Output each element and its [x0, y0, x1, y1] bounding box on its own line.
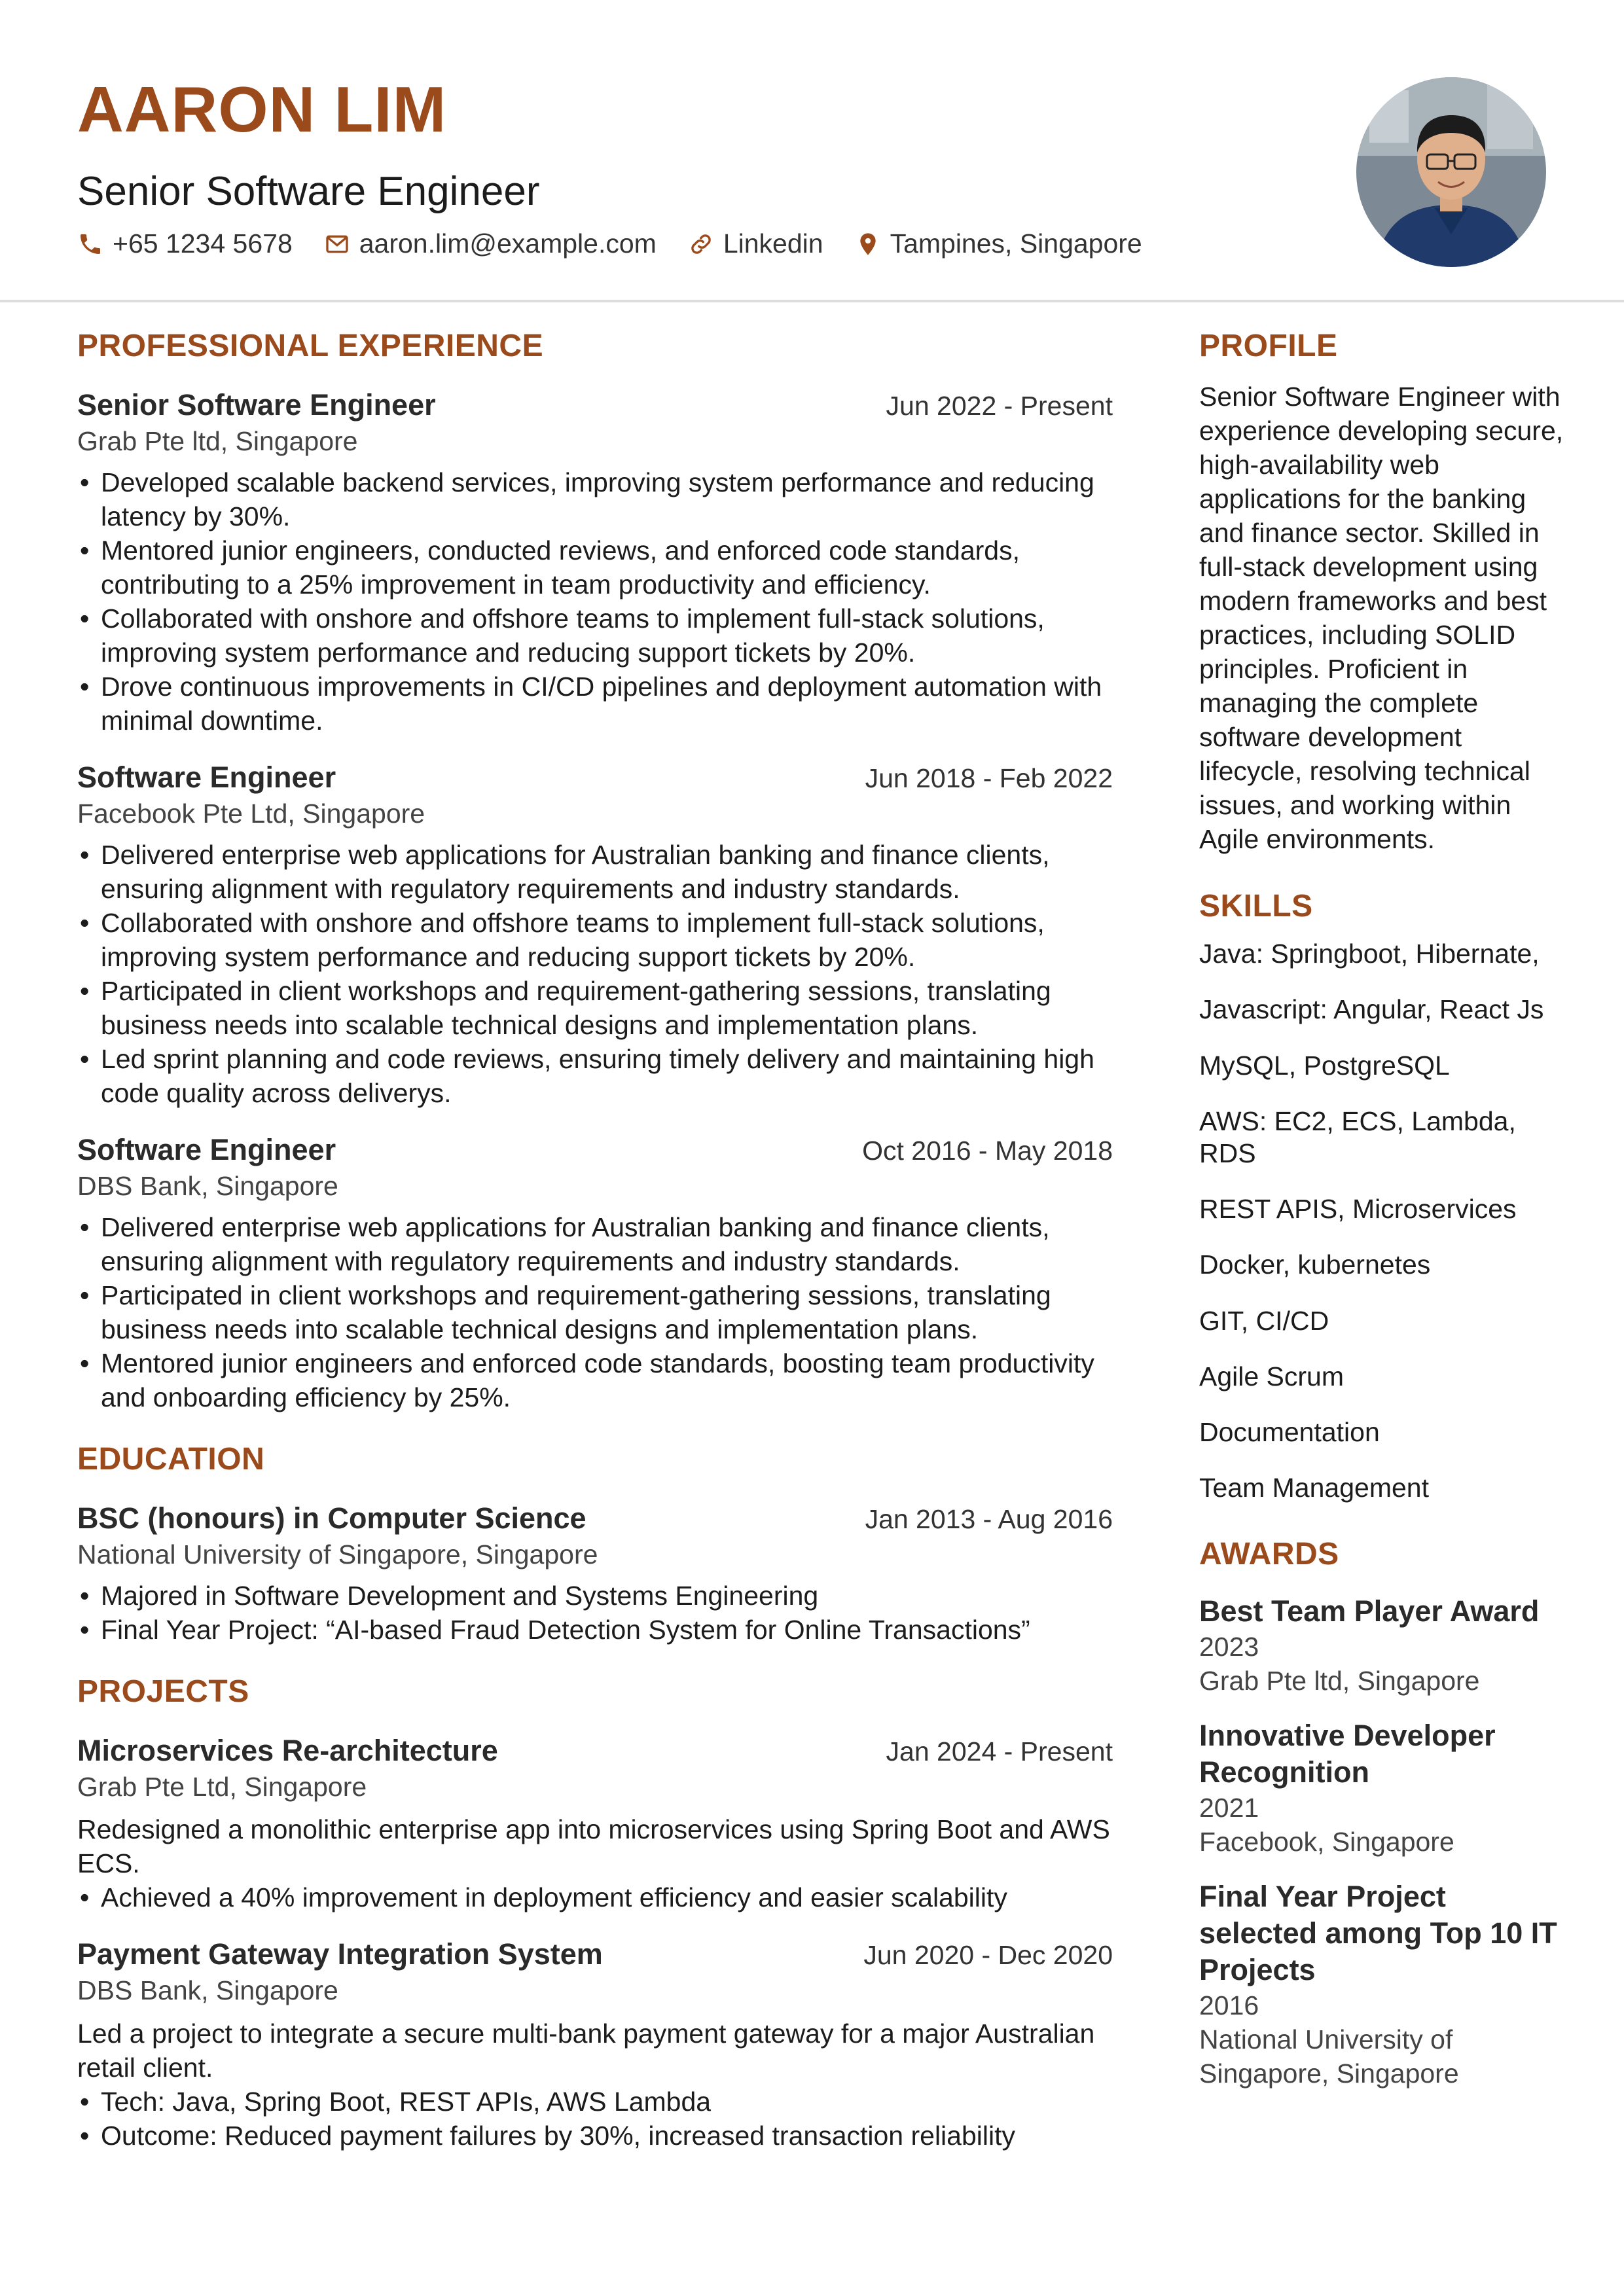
profile-photo [1356, 77, 1546, 267]
job-entry [77, 387, 1118, 738]
contact-bar [77, 230, 1174, 257]
education-section [77, 1441, 1118, 1647]
award-year: 2021 [1199, 1792, 1259, 1823]
job-role: Software Engineer [77, 1133, 336, 1167]
education-date: Jan 2013 - Aug 2016 [865, 1504, 1113, 1535]
contact-location [855, 230, 1142, 257]
projects-heading: PROJECTS [77, 1674, 249, 1710]
skills-list [1199, 938, 1566, 1504]
bullet-item: • Achieved a 40% improvement in deployment efficiency and easier scalability [77, 1880, 1118, 1914]
bullet-item: • Delivered enterprise web applications for Australian banking and finance clients, ensuring alignment with regulatory requirements and industry standards. [77, 838, 1118, 906]
bullet-item: • Collaborated with onshore and offshore teams to implement full-stack solutions, improving system performance and reducing support tickets by 20%. [77, 906, 1118, 974]
award-entry [1199, 1593, 1566, 1698]
location-pin-icon [855, 231, 881, 257]
award-title: Best Team Player Award [1199, 1594, 1540, 1628]
education-heading: EDUCATION [77, 1442, 265, 1477]
main-column [77, 327, 1118, 2153]
bullet-item: • Tech: Java, Spring Boot, REST APIs, AWS Lambda [77, 2085, 1118, 2119]
bullet-item: • Final Year Project: “AI-based Fraud Detection System for Online Transactions” [77, 1613, 1118, 1647]
skill-item: Team Management [1199, 1473, 1429, 1503]
profile-section [1199, 327, 1566, 856]
bullet-item: • Delivered enterprise web applications for Australian banking and finance clients, ensuring alignment with regulatory requirements and industry standards. [77, 1210, 1118, 1278]
awards-section [1199, 1535, 1566, 2090]
skill-item: Javascript: Angular, React Js [1199, 994, 1544, 1025]
skill-item: Docker, kubernetes [1199, 1249, 1431, 1280]
link-icon [688, 231, 714, 257]
project-entry [77, 1733, 1118, 1914]
award-org: National University of Singapore, Singapore [1199, 2024, 1459, 2089]
location-text: Tampines, Singapore [890, 228, 1142, 259]
award-entry [1199, 1717, 1566, 1859]
project-description: Led a project to integrate a secure multi-bank payment gateway for a major Australian retail client. [77, 2018, 1095, 2083]
bullet-item: • Collaborated with onshore and offshore teams to implement full-stack solutions, improving system performance and reducing support tickets by 20%. [77, 601, 1118, 670]
project-date: Jun 2020 - Dec 2020 [863, 1940, 1113, 1971]
bullet-item: • Majored in Software Development and Systems Engineering [77, 1579, 1118, 1613]
bullet-item: • Mentored junior engineers, conducted reviews, and enforced code standards, contributing to a 25% improvement in team productivity and efficiency. [77, 533, 1118, 601]
linkedin-text: Linkedin [723, 228, 823, 259]
header-divider [0, 300, 1624, 302]
job-date: Oct 2016 - May 2018 [862, 1136, 1113, 1166]
experience-section [77, 327, 1118, 1414]
contact-linkedin[interactable] [688, 230, 823, 257]
institution: National University of Singapore, Singapore [77, 1539, 598, 1570]
bullet-item: • Developed scalable backend services, improving system performance and reducing latency by 30%. [77, 465, 1118, 533]
phone-text: +65 1234 5678 [113, 228, 293, 259]
award-org: Facebook, Singapore [1199, 1826, 1454, 1857]
contact-phone[interactable] [77, 230, 293, 257]
project-date: Jan 2024 - Present [886, 1736, 1113, 1767]
project-name: Microservices Re-architecture [77, 1733, 498, 1767]
project-description: Redesigned a monolithic enterprise app into microservices using Spring Boot and AWS ECS. [77, 1814, 1110, 1879]
mail-icon [324, 231, 350, 257]
award-year: 2016 [1199, 1990, 1259, 2020]
degree-title: BSC (honours) in Computer Science [77, 1501, 586, 1535]
skill-item: REST APIS, Microservices [1199, 1194, 1517, 1225]
job-company: DBS Bank, Singapore [77, 1171, 338, 1202]
bullet-item: • Led sprint planning and code reviews, ensuring timely delivery and maintaining high code quality across deliverys. [77, 1042, 1118, 1110]
job-role: Software Engineer [77, 760, 336, 794]
experience-heading: PROFESSIONAL EXPERIENCE [77, 329, 544, 363]
contact-email[interactable] [324, 230, 657, 257]
job-role: Senior Software Engineer [77, 387, 436, 422]
skill-item: MySQL, PostgreSQL [1199, 1050, 1450, 1081]
skill-item: Java: Springboot, Hibernate, [1199, 939, 1540, 969]
project-entry [77, 1937, 1118, 2152]
award-year: 2023 [1199, 1631, 1259, 1662]
award-title: Final Year Project selected among Top 10 IT Projects [1199, 1879, 1557, 1986]
skills-heading: SKILLS [1199, 888, 1313, 924]
bullet-item: • Outcome: Reduced payment failures by 30%, increased transaction reliability [77, 2119, 1118, 2153]
profile-summary: Senior Software Engineer with experience developing secure, high-availability web applications for the banking and finance sector. Skilled in full-stack development using modern frameworks and best practices, including SOLID principles. Proficient in managing the complete software development lifecycle, resolving technical issues, and working within Agile environments. [1199, 381, 1564, 854]
job-date: Jun 2022 - Present [886, 390, 1113, 421]
profile-heading: PROFILE [1199, 329, 1338, 363]
bullet-item: • Participated in client workshops and requirement-gathering sessions, translating business needs into scalable technical designs and implementation plans. [77, 1278, 1118, 1346]
skills-section [1199, 888, 1566, 1505]
project-org: DBS Bank, Singapore [77, 1975, 338, 2006]
email-text: aaron.lim@example.com [359, 228, 657, 259]
award-title: Innovative Developer Recognition [1199, 1718, 1496, 1789]
job-company: Facebook Pte Ltd, Singapore [77, 798, 425, 829]
skill-item: Agile Scrum [1199, 1361, 1344, 1391]
bullet-item: • Participated in client workshops and requirement-gathering sessions, translating business needs into scalable technical designs and implementation plans. [77, 974, 1118, 1042]
skill-item: Documentation [1199, 1416, 1380, 1447]
sidebar-column [1199, 327, 1566, 2090]
awards-heading: AWARDS [1199, 1537, 1339, 1572]
resume-header [0, 0, 1624, 301]
phone-icon [77, 231, 103, 257]
job-company: Grab Pte ltd, Singapore [77, 425, 358, 456]
job-entry [77, 760, 1118, 1110]
project-name: Payment Gateway Integration System [77, 1937, 603, 1971]
bullet-item: • Mentored junior engineers and enforced code standards, boosting team productivity and onboarding efficiency by 25%. [77, 1346, 1118, 1414]
projects-section [77, 1673, 1118, 2152]
skill-item: GIT, CI/CD [1199, 1305, 1329, 1336]
job-date: Jun 2018 - Feb 2022 [865, 762, 1113, 793]
candidate-name: AARON LIM [77, 73, 447, 145]
skill-item: AWS: EC2, ECS, Lambda, RDS [1199, 1105, 1516, 1168]
award-org: Grab Pte ltd, Singapore [1199, 1665, 1480, 1696]
job-entry [77, 1132, 1118, 1414]
job-title: Senior Software Engineer [77, 169, 540, 214]
education-entry [77, 1501, 1118, 1647]
award-entry [1199, 1878, 1566, 2090]
project-org: Grab Pte Ltd, Singapore [77, 1771, 367, 1802]
bullet-item: • Drove continuous improvements in CI/CD pipelines and deployment automation with minimal downtime. [77, 670, 1118, 738]
